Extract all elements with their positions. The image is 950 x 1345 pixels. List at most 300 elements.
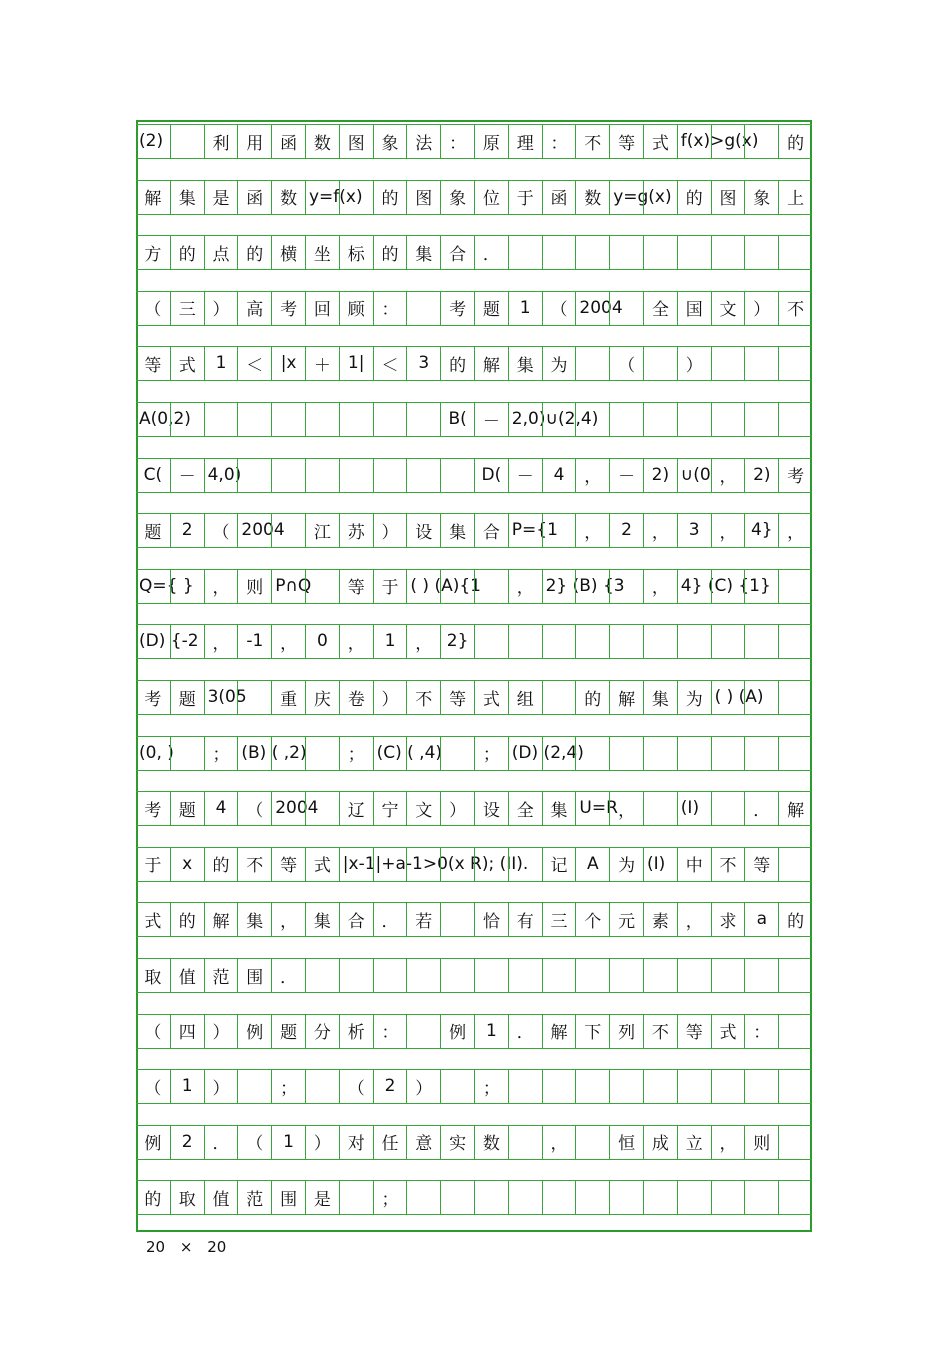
grid-cell (508, 1069, 542, 1103)
grid-cell (305, 346, 339, 380)
grid-cell (237, 791, 271, 825)
grid-cell (643, 624, 677, 658)
grid-cell (744, 1180, 778, 1214)
cell-text: 3 (688, 520, 700, 541)
grid-cell (474, 902, 508, 936)
cell-text: 卷 (347, 689, 365, 710)
grid-line (136, 547, 812, 548)
cell-text: 坐 (313, 244, 331, 265)
cell-text: （ (550, 300, 568, 321)
cell-text: 的 (449, 355, 467, 376)
cell-text: 集 (178, 189, 196, 210)
grid-cell (643, 791, 677, 825)
cell-text: ） (212, 300, 230, 321)
grid-cell (339, 180, 373, 214)
grid-cell (406, 1125, 440, 1159)
cell-text: 等 (449, 689, 467, 710)
grid-cell (170, 1069, 204, 1103)
cell-text: － (516, 467, 534, 488)
grid-cell (744, 235, 778, 269)
cell-text: 解 (212, 911, 230, 932)
grid-cell (508, 791, 542, 825)
cell-text: Q={ } (139, 575, 194, 596)
grid-cell (677, 958, 711, 992)
grid-line (136, 992, 812, 993)
cell-text: （ (347, 1078, 365, 1099)
grid-cell (204, 1069, 238, 1103)
grid-cell (542, 124, 576, 158)
grid-cell (406, 458, 440, 492)
grid-cell (508, 235, 542, 269)
cell-text: 图 (415, 189, 433, 210)
cell-text: ） (313, 1134, 331, 1155)
grid-cell (744, 958, 778, 992)
grid-cell (204, 235, 238, 269)
grid-cell (204, 402, 238, 436)
grid-cell (440, 458, 474, 492)
grid-cell (711, 513, 745, 547)
cell-text: － (618, 467, 636, 488)
grid-cell (136, 124, 170, 158)
grid-cell (237, 458, 271, 492)
grid-line (136, 380, 812, 381)
grid-cell (271, 958, 305, 992)
cell-text: （ (618, 355, 636, 376)
grid-cell (474, 680, 508, 714)
grid-cell (508, 680, 542, 714)
grid-cell (643, 680, 677, 714)
grid-cell (136, 1180, 170, 1214)
cell-text: 1 (181, 1076, 193, 1097)
grid-cell (170, 902, 204, 936)
grid-cell (778, 791, 812, 825)
grid-cell (643, 458, 677, 492)
grid-cell (271, 1069, 305, 1103)
grid-cell (575, 791, 618, 825)
grid-cols: 20 (146, 1238, 166, 1256)
grid-cell (711, 180, 745, 214)
cell-text: 重 (280, 689, 298, 710)
grid-cell (508, 847, 542, 881)
grid-cell (744, 291, 778, 325)
grid-cell (609, 291, 643, 325)
cell-text: 三 (550, 911, 568, 932)
grid-cell (609, 1180, 643, 1214)
cell-text: 析 (347, 1023, 365, 1044)
cell-text: 取 (144, 967, 162, 988)
cell-text: ． (212, 1134, 230, 1155)
grid-cell (778, 1180, 812, 1214)
grid-cell (373, 680, 407, 714)
grid-cell (711, 624, 745, 658)
cell-text: 辽 (347, 800, 365, 821)
cell-text: － (178, 467, 196, 488)
grid-cell (711, 458, 745, 492)
grid-cell (542, 791, 576, 825)
grid-cell (542, 180, 576, 214)
cell-text: 4 (215, 798, 227, 819)
cell-text: A (586, 853, 599, 874)
grid-cell (204, 680, 247, 714)
grid-cell (643, 402, 677, 436)
cell-text: 苏 (347, 522, 365, 543)
grid-cell (406, 958, 440, 992)
cell-text: 函 (280, 133, 298, 154)
cell-text: － (482, 411, 500, 432)
cell-text: （ (144, 1078, 162, 1099)
grid-cell (305, 402, 339, 436)
grid-cell (339, 124, 373, 158)
cell-text: 式 (719, 1023, 737, 1044)
grid-cell (373, 346, 407, 380)
cell-text: 集 (415, 244, 433, 265)
cell-text: 2 (181, 520, 193, 541)
cell-text: 题 (178, 800, 196, 821)
grid-cell (440, 958, 474, 992)
grid-cell (305, 235, 339, 269)
grid-cell (406, 402, 440, 436)
cell-text: (D) {-2 (139, 631, 199, 652)
grid-cell (305, 291, 339, 325)
grid-cell (339, 791, 373, 825)
grid-cell (677, 291, 711, 325)
grid-cell (170, 1180, 204, 1214)
cell-text: 2,0) (511, 409, 546, 429)
cell-text: ， (584, 522, 602, 543)
grid-cell (575, 736, 609, 770)
grid-cell (744, 1069, 778, 1103)
cell-text: 分 (313, 1023, 331, 1044)
grid-cell (237, 402, 271, 436)
cell-text: 意 (415, 1134, 433, 1155)
grid-cell (575, 624, 609, 658)
cell-text: 全 (516, 800, 534, 821)
grid-cell (440, 1069, 474, 1103)
grid-cell (474, 847, 508, 881)
cell-text: ＋ (313, 355, 331, 376)
grid-cell (339, 458, 373, 492)
grid-cell (136, 291, 170, 325)
grid-cell (271, 235, 305, 269)
cell-text: y=g(x) (613, 186, 672, 207)
grid-times: × (179, 1238, 193, 1256)
cell-text: ， (280, 911, 298, 932)
grid-frame (136, 120, 812, 1232)
grid-cell (136, 624, 199, 658)
grid-cell (339, 902, 373, 936)
grid-cell (170, 847, 204, 881)
grid-cell (305, 680, 339, 714)
grid-cell (474, 1125, 508, 1159)
grid-cell (136, 458, 170, 492)
grid-cell (373, 569, 407, 603)
grid-cell (406, 1069, 440, 1103)
grid-cell (373, 624, 407, 658)
cell-text: 利 (212, 133, 230, 154)
grid-cell (677, 1180, 711, 1214)
grid-cell (271, 180, 305, 214)
cell-text: ， (651, 578, 669, 599)
grid-cell (677, 1069, 711, 1103)
grid-cell (575, 235, 609, 269)
cell-text: ： (381, 1023, 399, 1044)
grid-cell (170, 680, 204, 714)
grid-cell (508, 736, 584, 770)
grid-cell (677, 791, 711, 825)
grid-cell (440, 1125, 474, 1159)
grid-cell (711, 1014, 745, 1048)
grid-cell (508, 569, 542, 603)
cell-text: 式 (313, 856, 331, 877)
grid-cell (305, 624, 339, 658)
grid-cell (237, 958, 271, 992)
grid-cell (508, 513, 558, 547)
grid-cell (474, 402, 508, 436)
cell-text: 2 (384, 1076, 396, 1097)
cell-text: 下 (584, 1023, 602, 1044)
cell-text: 函 (246, 189, 264, 210)
grid-cell (677, 569, 771, 603)
cell-text: 取 (178, 1189, 196, 1210)
cell-text: ： (381, 300, 399, 321)
cell-text: 的 (685, 189, 703, 210)
grid-cell (643, 513, 677, 547)
grid-cell (237, 1180, 271, 1214)
cell-text: ） (449, 800, 467, 821)
grid-cell (271, 1014, 305, 1048)
cell-text: 顾 (347, 300, 365, 321)
cell-text: 的 (178, 911, 196, 932)
cell-text: 数 (482, 1134, 500, 1155)
grid-cell (542, 902, 576, 936)
cell-text: 考 (280, 300, 298, 321)
grid-cell (575, 291, 623, 325)
grid-cell (440, 346, 474, 380)
cell-text: 设 (482, 800, 500, 821)
grid-cell (778, 958, 812, 992)
cell-text: ） (212, 1023, 230, 1044)
grid-cell (136, 1069, 170, 1103)
grid-cell (170, 291, 204, 325)
grid-cell (136, 513, 170, 547)
cell-text: 是 (212, 189, 230, 210)
grid-cell (406, 513, 440, 547)
cell-text: 2004 (241, 520, 285, 541)
grid-cell (339, 402, 373, 436)
cell-text: 解 (787, 800, 805, 821)
grid-cell (136, 402, 191, 436)
cell-text: 用 (246, 133, 264, 154)
cell-text: 考 (449, 300, 467, 321)
cell-text: ， (618, 800, 636, 821)
cell-text: 4} (C) {1} (680, 575, 771, 596)
cell-text: 范 (246, 1189, 264, 1210)
grid-cell (643, 1069, 677, 1103)
cell-text: ， (415, 633, 433, 654)
grid-cell (778, 180, 812, 214)
grid-cell (373, 1069, 407, 1103)
grid-cell (508, 291, 542, 325)
grid-cell (373, 958, 407, 992)
grid-cell (339, 624, 373, 658)
grid-cell (339, 736, 373, 770)
grid-cell (643, 291, 677, 325)
grid-cell (406, 1180, 440, 1214)
cell-text: 题 (280, 1023, 298, 1044)
cell-text: ） (212, 1078, 230, 1099)
grid-cell (643, 569, 677, 603)
cell-text: 的 (584, 689, 602, 710)
grid-cell (542, 1180, 576, 1214)
grid-line (136, 1103, 812, 1104)
cell-text: 数 (280, 189, 298, 210)
grid-cell (373, 902, 407, 936)
cell-text: 恒 (618, 1134, 636, 1155)
grid-cell (508, 1125, 542, 1159)
grid-cell (237, 736, 307, 770)
grid-cell (643, 180, 677, 214)
grid-cell (305, 180, 363, 214)
grid-cell (237, 513, 285, 547)
grid-cell (575, 902, 609, 936)
grid-cell (136, 902, 170, 936)
grid-cell (609, 1014, 643, 1048)
grid-cell (609, 513, 643, 547)
cell-text: 1 (384, 631, 396, 652)
cell-text: ， (719, 522, 737, 543)
cell-text: 文 (415, 800, 433, 821)
cell-text: 点 (212, 244, 230, 265)
grid-cell (406, 291, 440, 325)
cell-text: 求 (719, 911, 737, 932)
grid-cell (373, 736, 443, 770)
cell-text: 解 (550, 1023, 568, 1044)
grid-cell (406, 1014, 440, 1048)
cell-text: 记 (550, 856, 568, 877)
grid-cell (542, 624, 576, 658)
grid-cell (204, 624, 238, 658)
grid-line (136, 1048, 812, 1049)
cell-text: 方 (144, 244, 162, 265)
cell-text: 个 (584, 911, 602, 932)
grid-cell (677, 736, 711, 770)
grid-cell (237, 346, 271, 380)
cell-text: 四 (178, 1023, 196, 1044)
grid-cell (440, 1180, 474, 1214)
cell-text: 范 (212, 967, 230, 988)
grid-cell (305, 513, 339, 547)
grid-rows: 20 (207, 1238, 227, 1256)
grid-line (136, 158, 812, 159)
grid-cell (440, 569, 474, 603)
grid-cell (542, 1014, 576, 1048)
grid-cell (204, 513, 238, 547)
grid-cell (508, 902, 542, 936)
grid-cell (609, 1125, 643, 1159)
grid-cell (778, 1014, 812, 1048)
cell-text: ， (212, 578, 230, 599)
grid-cell (136, 180, 170, 214)
grid-cell (711, 1125, 745, 1159)
cell-text: 文 (719, 300, 737, 321)
grid-cell (508, 402, 546, 436)
grid-cell (711, 569, 745, 603)
grid-cell (575, 1069, 609, 1103)
grid-line (136, 658, 812, 659)
grid-cell (474, 180, 508, 214)
grid-cell (440, 402, 474, 436)
grid-cell (204, 569, 238, 603)
cell-text: 于 (144, 856, 162, 877)
grid-cell (339, 1014, 373, 1048)
cell-text: 1 (485, 1020, 497, 1041)
cell-text: ； (381, 1189, 399, 1210)
cell-text: 的 (144, 1189, 162, 1210)
cell-text: 的 (787, 133, 805, 154)
cell-text: ， (347, 633, 365, 654)
cell-text: ， (719, 1134, 737, 1155)
cell-text: 列 (618, 1023, 636, 1044)
grid-cell (271, 346, 305, 380)
grid-cell (373, 791, 407, 825)
cell-text: 等 (753, 856, 771, 877)
grid-cell (373, 1125, 407, 1159)
grid-cell (271, 791, 319, 825)
grid-cell (474, 1014, 508, 1048)
grid-cell (744, 569, 778, 603)
grid-cell (609, 180, 672, 214)
cell-text: 回 (313, 300, 331, 321)
grid-line (136, 1159, 812, 1160)
cell-text: (B) ( ,2) (241, 742, 307, 763)
cell-text: 于 (381, 578, 399, 599)
cell-text: A(0,2) (139, 409, 191, 429)
cell-text: 则 (246, 578, 264, 599)
grid-cell (170, 736, 204, 770)
grid-cell (609, 958, 643, 992)
cell-text: 2 (621, 520, 632, 541)
grid-cell (744, 736, 778, 770)
cell-text: 等 (347, 578, 365, 599)
grid-cell (508, 346, 542, 380)
grid-cell (204, 847, 238, 881)
grid-size-label (146, 1238, 236, 1256)
grid-cell (406, 569, 481, 603)
grid-cell (271, 458, 305, 492)
grid-cell (643, 1125, 677, 1159)
cell-text: f(x)>g(x) (680, 131, 759, 151)
cell-text: 题 (144, 522, 162, 543)
cell-text: ， (787, 522, 805, 543)
cell-text: （ (212, 522, 230, 543)
cell-text: 宁 (381, 800, 399, 821)
cell-text: 合 (347, 911, 365, 932)
grid-cell (237, 235, 271, 269)
cell-text: ． (753, 800, 771, 821)
grid-cell (643, 958, 677, 992)
grid-cell (778, 902, 812, 936)
cell-text: ， (685, 911, 703, 932)
grid-cell (204, 958, 238, 992)
grid-cell (237, 1125, 271, 1159)
cell-text: a (756, 909, 767, 930)
cell-text: 为 (685, 689, 703, 710)
cell-text: 的 (787, 911, 805, 932)
grid-cell (542, 736, 576, 770)
cell-text: 则 (753, 1134, 771, 1155)
grid-cell (778, 1069, 812, 1103)
grid-cell (542, 402, 599, 436)
